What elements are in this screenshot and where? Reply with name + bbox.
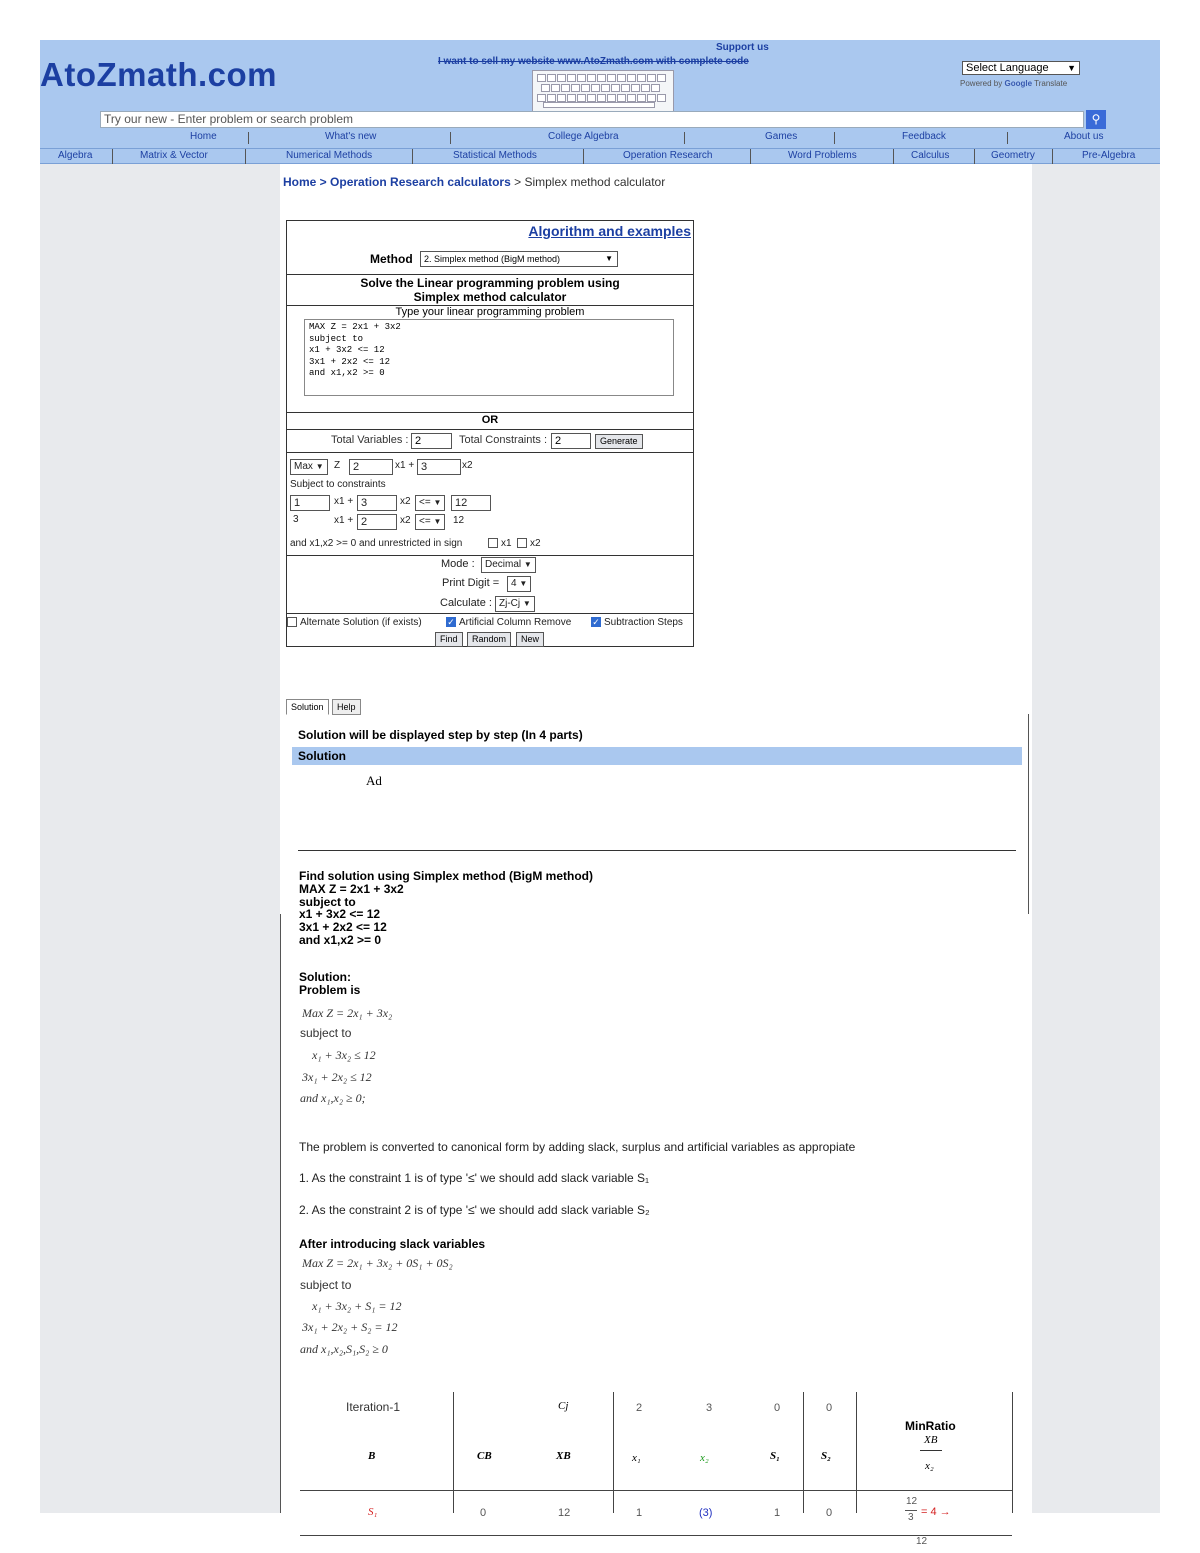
minratio-xb: XB bbox=[924, 1434, 938, 1446]
form-title-line2: Simplex method calculator bbox=[413, 290, 567, 304]
unrestricted-x2-label: x2 bbox=[530, 538, 541, 549]
header-S1: S₁ bbox=[770, 1450, 780, 1462]
solution-left-border bbox=[280, 914, 281, 1513]
cj-value-x1: 2 bbox=[636, 1402, 643, 1414]
row1-ratio-den: 3 bbox=[908, 1512, 914, 1523]
after-objective: Max Z = 2x₁ + 3x₂ + 0S₁ + 0S₂ bbox=[302, 1256, 453, 1270]
c1-b-input[interactable]: 12 bbox=[451, 495, 491, 511]
main-content bbox=[280, 164, 1032, 1547]
search-input[interactable]: Try our new - Enter problem or search problem bbox=[100, 111, 1084, 128]
c2-a2-input[interactable]: 2 bbox=[357, 514, 397, 530]
chevron-down-icon: ▼ bbox=[433, 517, 442, 526]
header-B: B bbox=[368, 1450, 376, 1462]
step-1-text: 1. As the constraint 1 is of type '≤' we should add slack variable S₁ bbox=[299, 1171, 650, 1185]
header-CB: CB bbox=[477, 1450, 492, 1462]
breadcrumb-section[interactable]: Operation Research calculators bbox=[330, 175, 511, 189]
c2-x1-label: x1 + bbox=[334, 515, 354, 526]
nav-about-us[interactable]: About us bbox=[1064, 131, 1104, 142]
c1-x1-label: x1 + bbox=[334, 496, 354, 507]
z-label: Z bbox=[334, 460, 341, 471]
nav-matrix-vector[interactable]: Matrix & Vector bbox=[140, 150, 208, 161]
chevron-down-icon: ▼ bbox=[605, 254, 613, 263]
search-icon: ⚲ bbox=[1091, 112, 1101, 126]
nav-college-algebra[interactable]: College Algebra bbox=[548, 131, 619, 142]
obj-coef-x2[interactable]: 3 bbox=[417, 459, 461, 475]
powered-by-text: Powered by Google Translate bbox=[960, 79, 1068, 88]
x1-label: x1 + bbox=[395, 460, 415, 471]
nav-games[interactable]: Games bbox=[765, 131, 798, 142]
total-constraints-input[interactable]: 2 bbox=[551, 433, 591, 449]
c1-a1-input[interactable]: 1 bbox=[290, 495, 330, 511]
problem-textarea[interactable]: MAX Z = 2x1 + 3x2 subject to x1 + 3x2 <= 12 3x1 + 2x2 <= 12 and x1,x2 >= 0 bbox=[304, 319, 674, 396]
after-constraint-1: x₁ + 3x₂ + S₁ = 12 bbox=[312, 1299, 402, 1313]
sell-site-link[interactable]: I want to sell my website www.AtoZmath.com with complete code bbox=[438, 56, 749, 67]
artificial-column-label: Artificial Column Remove bbox=[459, 617, 572, 628]
cj-label: Cj bbox=[558, 1400, 569, 1412]
language-select[interactable]: Select Language ▼ bbox=[962, 61, 1080, 75]
breadcrumb-home[interactable]: Home bbox=[283, 175, 317, 189]
problem-constraint-2: 3x₁ + 2x₂ ≤ 12 bbox=[302, 1070, 372, 1084]
chevron-down-icon: ▼ bbox=[522, 599, 531, 608]
canonical-text: The problem is converted to canonical form by adding slack, surplus and artificial variables as appropiate bbox=[299, 1140, 856, 1154]
nav-feedback[interactable]: Feedback bbox=[902, 131, 946, 142]
unrestricted-x1-checkbox[interactable] bbox=[488, 538, 498, 548]
nav-home[interactable]: Home bbox=[190, 131, 217, 142]
chevron-down-icon: ▼ bbox=[433, 498, 442, 507]
header-S2: S₂ bbox=[821, 1450, 831, 1462]
c1-op-select[interactable]: <= ▼ bbox=[415, 495, 445, 511]
header-x1: x₁ bbox=[632, 1452, 641, 1464]
main-nav bbox=[40, 148, 1160, 164]
c2-op-select[interactable]: <= ▼ bbox=[415, 514, 445, 530]
subtraction-steps-label: Subtraction Steps bbox=[604, 617, 683, 628]
solution-label-block: Solution: Problem is bbox=[299, 970, 361, 997]
chevron-down-icon: ▼ bbox=[523, 560, 532, 569]
nonneg-text: and x1,x2 >= 0 and unrestricted in sign bbox=[290, 538, 463, 549]
c2-x2-label: x2 bbox=[400, 515, 411, 526]
row1-ratio-result: = 4 → bbox=[921, 1506, 951, 1518]
c2-a1-input[interactable]: 3 bbox=[293, 514, 299, 525]
row1-s2: 0 bbox=[826, 1507, 833, 1519]
nav-algebra[interactable]: Algebra bbox=[58, 150, 93, 161]
breadcrumb: Home > Operation Research calculators > Simplex method calculator bbox=[283, 175, 666, 189]
calculate-label: Calculate : bbox=[440, 597, 492, 609]
step-2-text: 2. As the constraint 2 is of type '≤' we should add slack variable S₂ bbox=[299, 1203, 650, 1217]
row2-ratio-num: 12 bbox=[916, 1536, 928, 1547]
row1-basis: S₁ bbox=[368, 1506, 378, 1518]
nav-whats-new[interactable]: What's new bbox=[325, 131, 377, 142]
unrestricted-x1-label: x1 bbox=[501, 538, 512, 549]
support-link[interactable]: Support us bbox=[716, 42, 769, 53]
digit-label: Print Digit = bbox=[442, 577, 500, 589]
nav-word-problems[interactable]: Word Problems bbox=[788, 150, 857, 161]
after-constraint-2: 3x₁ + 2x₂ + S₂ = 12 bbox=[302, 1320, 398, 1334]
minratio-label: MinRatio bbox=[905, 1419, 956, 1433]
form-title-line1: Solve the Linear programming problem using bbox=[360, 276, 620, 290]
keyboard-image bbox=[532, 70, 674, 112]
solution-intro: Solution will be displayed step by step (In 4 parts) bbox=[298, 728, 583, 742]
calculate-select[interactable]: Zj-Cj ▼ bbox=[495, 596, 535, 612]
obj-coef-x1[interactable]: 2 bbox=[349, 459, 393, 475]
breadcrumb-current: Simplex method calculator bbox=[524, 175, 666, 189]
row1-xb: 12 bbox=[558, 1507, 571, 1519]
cj-value-s1: 0 bbox=[774, 1402, 781, 1414]
site-logo[interactable]: AtoZmath.com bbox=[40, 56, 277, 93]
generate-button[interactable]: Generate bbox=[595, 434, 643, 449]
alternate-solution-label: Alternate Solution (if exists) bbox=[300, 617, 422, 628]
x2-label: x2 bbox=[462, 460, 473, 471]
c2-b-input[interactable]: 12 bbox=[453, 515, 465, 526]
page-background bbox=[40, 40, 1160, 1547]
total-constraints-label: Total Constraints : bbox=[459, 434, 548, 446]
find-button[interactable]: Find bbox=[435, 632, 463, 647]
header-x2: x₂ bbox=[700, 1452, 709, 1464]
method-select[interactable]: 2. Simplex method (BigM method) ▼ bbox=[420, 251, 618, 267]
after-subject-to: subject to bbox=[300, 1278, 352, 1292]
search-button[interactable] bbox=[1086, 110, 1106, 129]
total-variables-label: Total Variables : bbox=[331, 434, 409, 446]
site-header bbox=[40, 40, 1160, 148]
solution-header-band: Solution bbox=[292, 747, 1022, 765]
mode-label: Mode : bbox=[441, 558, 475, 570]
c1-x2-label: x2 bbox=[400, 496, 411, 507]
problem-constraint-1: x₁ + 3x₂ ≤ 12 bbox=[312, 1048, 376, 1062]
tab-solution[interactable]: Solution bbox=[286, 699, 329, 715]
problem-subject-to: subject to bbox=[300, 1026, 352, 1040]
algorithm-link[interactable]: Algorithm and examples bbox=[528, 223, 691, 239]
row1-x1: 1 bbox=[636, 1507, 643, 1519]
or-label: OR bbox=[287, 413, 693, 430]
header-XB: XB bbox=[556, 1450, 571, 1462]
unrestricted-x2-checkbox[interactable] bbox=[517, 538, 527, 548]
c1-a2-input[interactable]: 3 bbox=[357, 495, 397, 511]
total-variables-input[interactable]: 2 bbox=[411, 433, 452, 449]
random-button[interactable]: Random bbox=[467, 632, 511, 647]
method-label: Method bbox=[370, 252, 413, 266]
nav-calculus[interactable]: Calculus bbox=[911, 150, 950, 161]
alternate-solution-checkbox[interactable] bbox=[287, 617, 297, 627]
ad-label: Ad bbox=[366, 773, 382, 788]
row1-ratio-num: 12 bbox=[906, 1496, 918, 1507]
cj-value-s2: 0 bbox=[826, 1402, 833, 1414]
iteration-label: Iteration-1 bbox=[346, 1400, 401, 1414]
cj-value-x2: 3 bbox=[706, 1402, 713, 1414]
artificial-column-checkbox[interactable]: ✓ bbox=[447, 617, 455, 627]
objective-type-select[interactable]: Max ▼ bbox=[290, 459, 328, 475]
chevron-down-icon: ▼ bbox=[1067, 63, 1076, 73]
after-slack-heading: After introducing slack variables bbox=[299, 1237, 486, 1251]
type-problem-label: Type your linear programming problem bbox=[395, 306, 585, 318]
nav-operation-research[interactable]: Operation Research bbox=[623, 150, 713, 161]
nav-geometry[interactable]: Geometry bbox=[991, 150, 1035, 161]
tab-help[interactable]: Help bbox=[332, 699, 361, 715]
subject-to-label: Subject to constraints bbox=[290, 479, 386, 490]
row1-s1: 1 bbox=[774, 1507, 781, 1519]
mode-select[interactable]: Decimal ▼ bbox=[481, 557, 536, 573]
nav-numerical-methods[interactable]: Numerical Methods bbox=[286, 150, 373, 161]
subtraction-steps-checkbox[interactable]: ✓ bbox=[592, 617, 600, 627]
nav-statistical-methods[interactable]: Statistical Methods bbox=[453, 150, 537, 161]
solution-heading: Find solution using Simplex method (BigM method) MAX Z = 2x1 + 3x2 subject to x1 + 3x2 <= 12 3x1 + 2x2 <= 12 and x1,x2 >= 0 bbox=[299, 869, 593, 947]
problem-objective: Max Z = 2x₁ + 3x₂ bbox=[302, 1006, 393, 1020]
row1-pivot: (3) bbox=[699, 1507, 713, 1519]
calculator-form bbox=[286, 220, 694, 647]
top-nav bbox=[40, 131, 1160, 145]
after-nonneg: and x₁,x₂,S₁,S₂ ≥ 0 bbox=[300, 1342, 388, 1356]
problem-nonneg: and x₁,x₂ ≥ 0; bbox=[300, 1091, 366, 1105]
chevron-down-icon: ▼ bbox=[315, 462, 324, 471]
new-button[interactable]: New bbox=[516, 632, 544, 647]
nav-pre-algebra[interactable]: Pre-Algebra bbox=[1082, 150, 1136, 161]
row1-cb: 0 bbox=[480, 1507, 487, 1519]
minratio-x2: x₂ bbox=[925, 1460, 934, 1472]
divider bbox=[298, 850, 1016, 851]
solution-right-border bbox=[1028, 714, 1029, 914]
digit-select[interactable]: 4 ▼ bbox=[507, 576, 531, 592]
chevron-down-icon: ▼ bbox=[519, 579, 528, 588]
